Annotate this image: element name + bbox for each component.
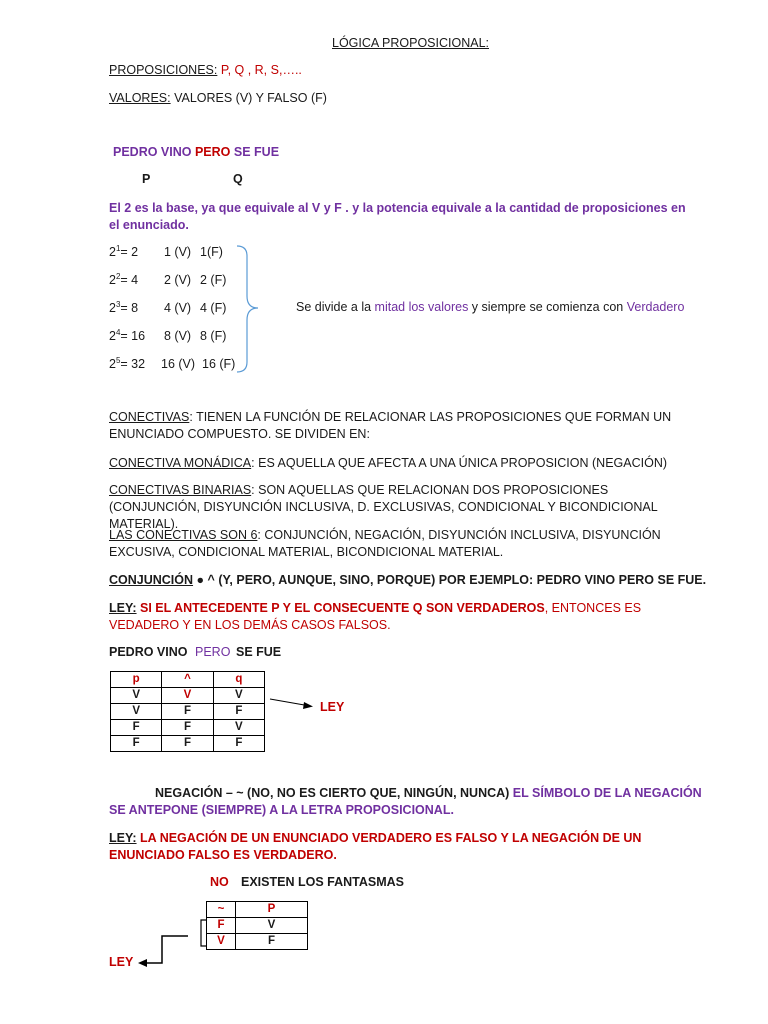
table-cell: F xyxy=(162,704,213,720)
table-header-cell: P xyxy=(236,902,308,918)
label-p: P xyxy=(142,172,151,186)
power-base: 2 xyxy=(109,273,116,287)
ley2-label: LEY: xyxy=(109,831,137,845)
binarias-text: : SON AQUELLAS QUE RELACIONAN DOS PROPOSICIONES (CONJUNCIÓN, DISYUNCIÓN INCLUSIVA, D. EXCLUSIVAS, CONDICIONAL Y BICONDICIONAL MATERIAL). xyxy=(109,483,658,531)
power-false-count: 2 (F) xyxy=(200,273,227,287)
power-true-count: 1 (V) xyxy=(164,245,192,259)
table-cell: F xyxy=(111,736,162,752)
example3-part-b: EXISTEN LOS FANTASMAS xyxy=(241,875,404,889)
ley1-part-b: , ENTONCES ES VEDADERO Y EN LOS DEMÁS CASOS FALSOS. xyxy=(109,601,642,632)
power-result: = 4 xyxy=(120,273,139,287)
valores-label: VALORES: xyxy=(109,91,171,105)
power-base: 2 xyxy=(109,357,116,371)
conectivas-text: : TIENEN LA FUNCIÓN DE RELACIONAR LAS PROPOSICIONES QUE FORMAN UN ENUNCIADO COMPUESTO. SE DIVIDEN EN: xyxy=(109,410,672,441)
power-result: = 32 xyxy=(120,357,146,371)
divide-note-d: Verdadero xyxy=(626,300,685,314)
power-false-count: 4 (F) xyxy=(200,301,227,315)
label-q: Q xyxy=(233,172,243,186)
power-exponent: 2 xyxy=(115,271,121,281)
example1-part-a: PEDRO VINO xyxy=(113,145,195,159)
example1-part-c: SE FUE xyxy=(230,145,280,159)
power-false-count: 1(F) xyxy=(200,245,223,259)
table-cell: V xyxy=(111,704,162,720)
binarias-label: CONECTIVAS BINARIAS xyxy=(109,483,252,497)
divide-note-c: y siempre se comienza con xyxy=(468,300,627,314)
conjuncion-label: CONJUNCIÓN xyxy=(109,573,194,587)
power-base: 2 xyxy=(109,329,116,343)
power-exponent: 5 xyxy=(115,355,121,365)
table-cell: V xyxy=(213,688,264,704)
table-cell: F xyxy=(162,720,213,736)
table-cell: F xyxy=(236,934,308,950)
power-base: 2 xyxy=(109,301,116,315)
negacion-part-a: NEGACIÓN – ~ (NO, NO ES CIERTO QUE, NINGÚN, NUNCA) xyxy=(155,786,510,800)
power-true-count: 2 (V) xyxy=(164,273,192,287)
negacion-part-b: EL SÍMBOLO DE LA NEGACIÓN SE ANTEPONE (SIEMPRE) A LA LETRA PROPOSICIONAL. xyxy=(109,786,702,817)
table-cell: F xyxy=(213,736,264,752)
table-cell: V xyxy=(213,720,264,736)
table-header-cell: ~ xyxy=(207,902,236,918)
power-true-count: 16 (V) xyxy=(161,357,196,371)
monadica-text: : ES AQUELLA QUE AFECTA A UNA ÚNICA PROPOSICION (NEGACIÓN) xyxy=(251,456,668,470)
table-cell: V xyxy=(207,934,236,950)
base-note-a: El 2 es la base, ya que equivale al V y F . xyxy=(109,201,349,215)
son6-text: : CONJUNCIÓN, NEGACIÓN, DISYUNCIÓN INCLUSIVA, DISYUNCIÓN EXCUSIVA, CONDICIONAL MATERIAL, BICONDICIONAL MATERIAL. xyxy=(109,528,661,559)
power-exponent: 4 xyxy=(115,327,121,337)
ley1-part-a: SI EL ANTECEDENTE P Y EL CONSECUENTE Q SON VERDADEROS xyxy=(136,601,545,615)
power-true-count: 4 (V) xyxy=(164,301,192,315)
example2-part-c: SE FUE xyxy=(236,645,282,659)
table-cell: F xyxy=(213,704,264,720)
power-base: 2 xyxy=(109,245,116,259)
table-cell: F xyxy=(207,918,236,934)
conectivas-label: CONECTIVAS xyxy=(109,410,190,424)
proposiciones-value: P, Q , R, S,….. xyxy=(220,63,302,77)
ley1-label: LEY: xyxy=(109,601,137,615)
table-cell: V xyxy=(111,688,162,704)
divide-note-b: mitad los valores xyxy=(374,300,469,314)
proposiciones-label: PROPOSICIONES: xyxy=(109,63,218,77)
example2-part-a: PEDRO VINO xyxy=(109,645,188,659)
table-cell: V xyxy=(236,918,308,934)
monadica-label: CONECTIVA MONÁDICA xyxy=(109,456,252,470)
valores-value: VALORES (V) Y FALSO (F) xyxy=(170,91,327,105)
divide-note-a: Se divide a la xyxy=(296,300,375,314)
power-result: = 2 xyxy=(120,245,139,259)
power-result: = 8 xyxy=(120,301,139,315)
example3-part-a: NO xyxy=(210,875,229,889)
table-header-cell: p xyxy=(111,672,162,688)
conj-ley-label: LEY xyxy=(320,700,345,714)
curly-bracket-icon xyxy=(237,246,258,372)
neg-ley-label: LEY xyxy=(109,955,134,969)
example2-part-b: PERO xyxy=(195,645,231,659)
table-header-cell: ^ xyxy=(162,672,213,688)
base-note-b: y la potencia equivale a la cantidad de proposiciones en el enunciado. xyxy=(109,201,686,232)
table-cell: F xyxy=(111,720,162,736)
example1-part-b: PERO xyxy=(194,145,231,159)
arrow-right-icon xyxy=(270,699,313,709)
conjuncion-text: ● ^ (Y, PERO, AUNQUE, SINO, PORQUE) POR EJEMPLO: PEDRO VINO PERO SE FUE. xyxy=(193,573,707,587)
page-title: LÓGICA PROPOSICIONAL: xyxy=(332,36,489,50)
power-false-count: 16 (F) xyxy=(202,357,236,371)
ley2-text: LA NEGACIÓN DE UN ENUNCIADO VERDADERO ES FALSO Y LA NEGACIÓN DE UN ENUNCIADO FALSO ES VERDADERO. xyxy=(109,831,642,862)
power-exponent: 1 xyxy=(115,243,121,253)
table-cell: V xyxy=(162,688,213,704)
table-cell: F xyxy=(162,736,213,752)
power-exponent: 3 xyxy=(115,299,121,309)
table-header-cell: q xyxy=(213,672,264,688)
bracket-arrow-icon xyxy=(138,920,206,967)
son6-label: LAS CONECTIVAS SON 6 xyxy=(109,528,258,542)
power-true-count: 8 (V) xyxy=(164,329,192,343)
power-false-count: 8 (F) xyxy=(200,329,227,343)
power-result: = 16 xyxy=(120,329,146,343)
